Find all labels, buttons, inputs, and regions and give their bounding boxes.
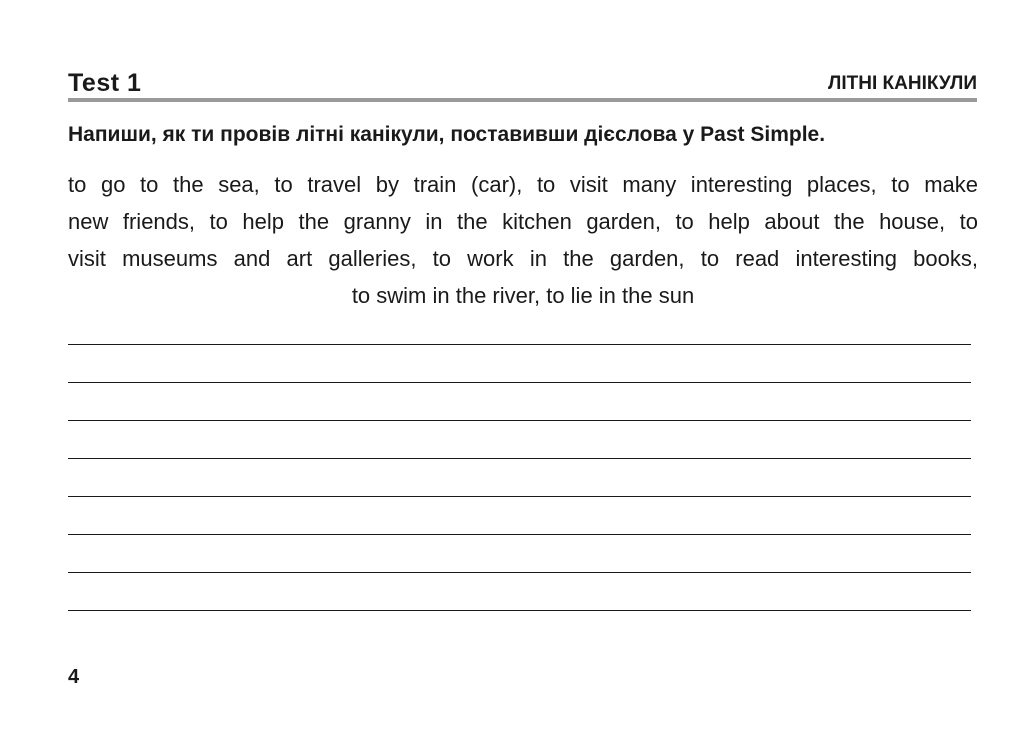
page-number: 4 <box>68 666 80 688</box>
header-divider <box>68 98 977 102</box>
answer-lines <box>68 344 971 648</box>
answer-line[interactable] <box>68 458 971 496</box>
answer-line[interactable] <box>68 496 971 534</box>
answer-line[interactable] <box>68 420 971 458</box>
answer-line[interactable] <box>68 572 971 610</box>
phrase-line: to go to the sea, to travel by train (car), to visit many interesting places, to make <box>68 172 978 197</box>
answer-line[interactable] <box>68 610 971 648</box>
answer-line[interactable] <box>68 344 971 382</box>
task-instruction: Напиши, як ти провів літні канікули, поставивши дієслова у Past Simple. <box>68 123 826 146</box>
phrase-list <box>68 166 978 314</box>
test-title: Test 1 <box>68 69 142 97</box>
phrase-line: new friends, to help the granny in the kitchen garden, to help about the house, to <box>68 209 978 234</box>
phrase-line: to swim in the river, to lie in the sun <box>351 283 695 308</box>
answer-line[interactable] <box>68 534 971 572</box>
section-title: ЛІТНІ КАНІКУЛИ <box>828 73 977 94</box>
phrase-line: visit museums and art galleries, to work in the garden, to read interesting books, <box>68 246 978 271</box>
page-header <box>68 68 977 100</box>
answer-line[interactable] <box>68 382 971 420</box>
